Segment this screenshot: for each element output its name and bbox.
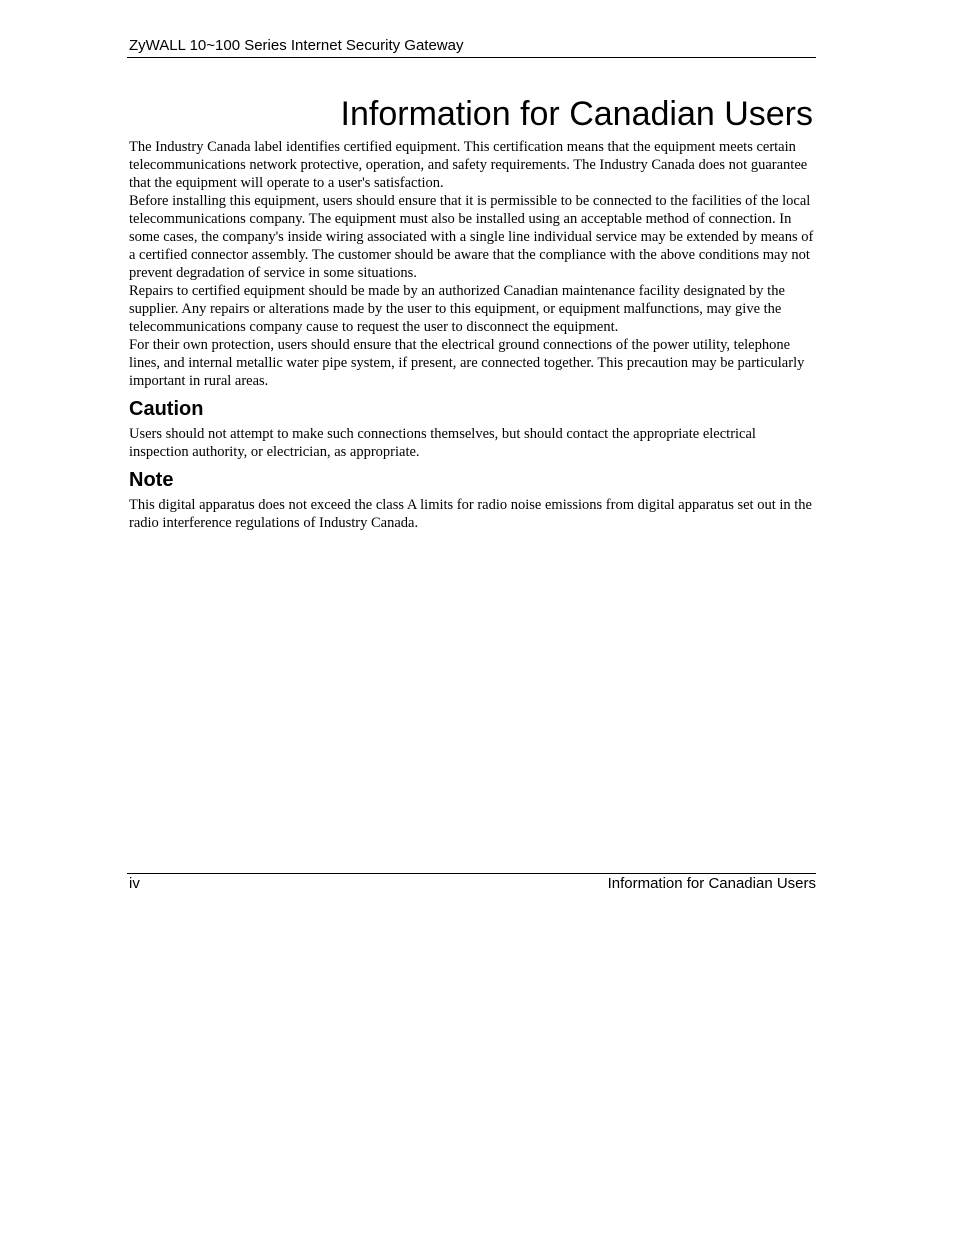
paragraph-installation: Before installing this equipment, users should ensure that it is permissible to be connected to the facilities of the local telecommunications company. The equipment must also be installed using an acceptable method of connection. In some cases, the company's inside wiring associated with a single line individual service may be extended by means of a certified connector assembly. The customer should be aware that the compliance with the above conditions may not prevent degradation of service in some situations. bbox=[129, 193, 814, 281]
paragraph-protection: For their own protection, users should ensure that the electrical ground connections of the power utility, telephone lines, and internal metallic water pipe system, if present, are connected together. This precaution may be particularly important in rural areas. bbox=[129, 337, 805, 389]
paragraph-repairs: Repairs to certified equipment should be made by an authorized Canadian maintenance facility designated by the supplier. Any repairs or alterations made by the user to this equipment, or equipment malfunctions, may give the telecommunications company cause to request the user to disconnect the equipment. bbox=[129, 283, 785, 335]
footer-divider bbox=[127, 873, 816, 874]
paragraph-industry-canada-label: The Industry Canada label identifies certified equipment. This certification means that the equipment meets certain telecommunications network protective, operation, and safety requirements. The Industry Canada does not guarantee that the equipment will operate to a user's satisfaction. bbox=[129, 139, 808, 191]
header-divider bbox=[127, 57, 816, 58]
caution-heading: Caution bbox=[129, 398, 204, 420]
footer-section-title: Information for Canadian Users bbox=[607, 875, 816, 892]
note-heading: Note bbox=[129, 469, 174, 491]
page-title: Information for Canadian Users bbox=[340, 95, 813, 133]
running-header: ZyWALL 10~100 Series Internet Security Gateway bbox=[129, 37, 464, 54]
caution-text: Users should not attempt to make such connections themselves, but should contact the appropriate electrical inspection authority, or electrician, as appropriate. bbox=[129, 426, 756, 460]
note-text: This digital apparatus does not exceed the class A limits for radio noise emissions from digital apparatus set out in the radio interference regulations of Industry Canada. bbox=[129, 497, 812, 531]
page-number: iv bbox=[129, 875, 140, 892]
page-body bbox=[129, 138, 815, 532]
